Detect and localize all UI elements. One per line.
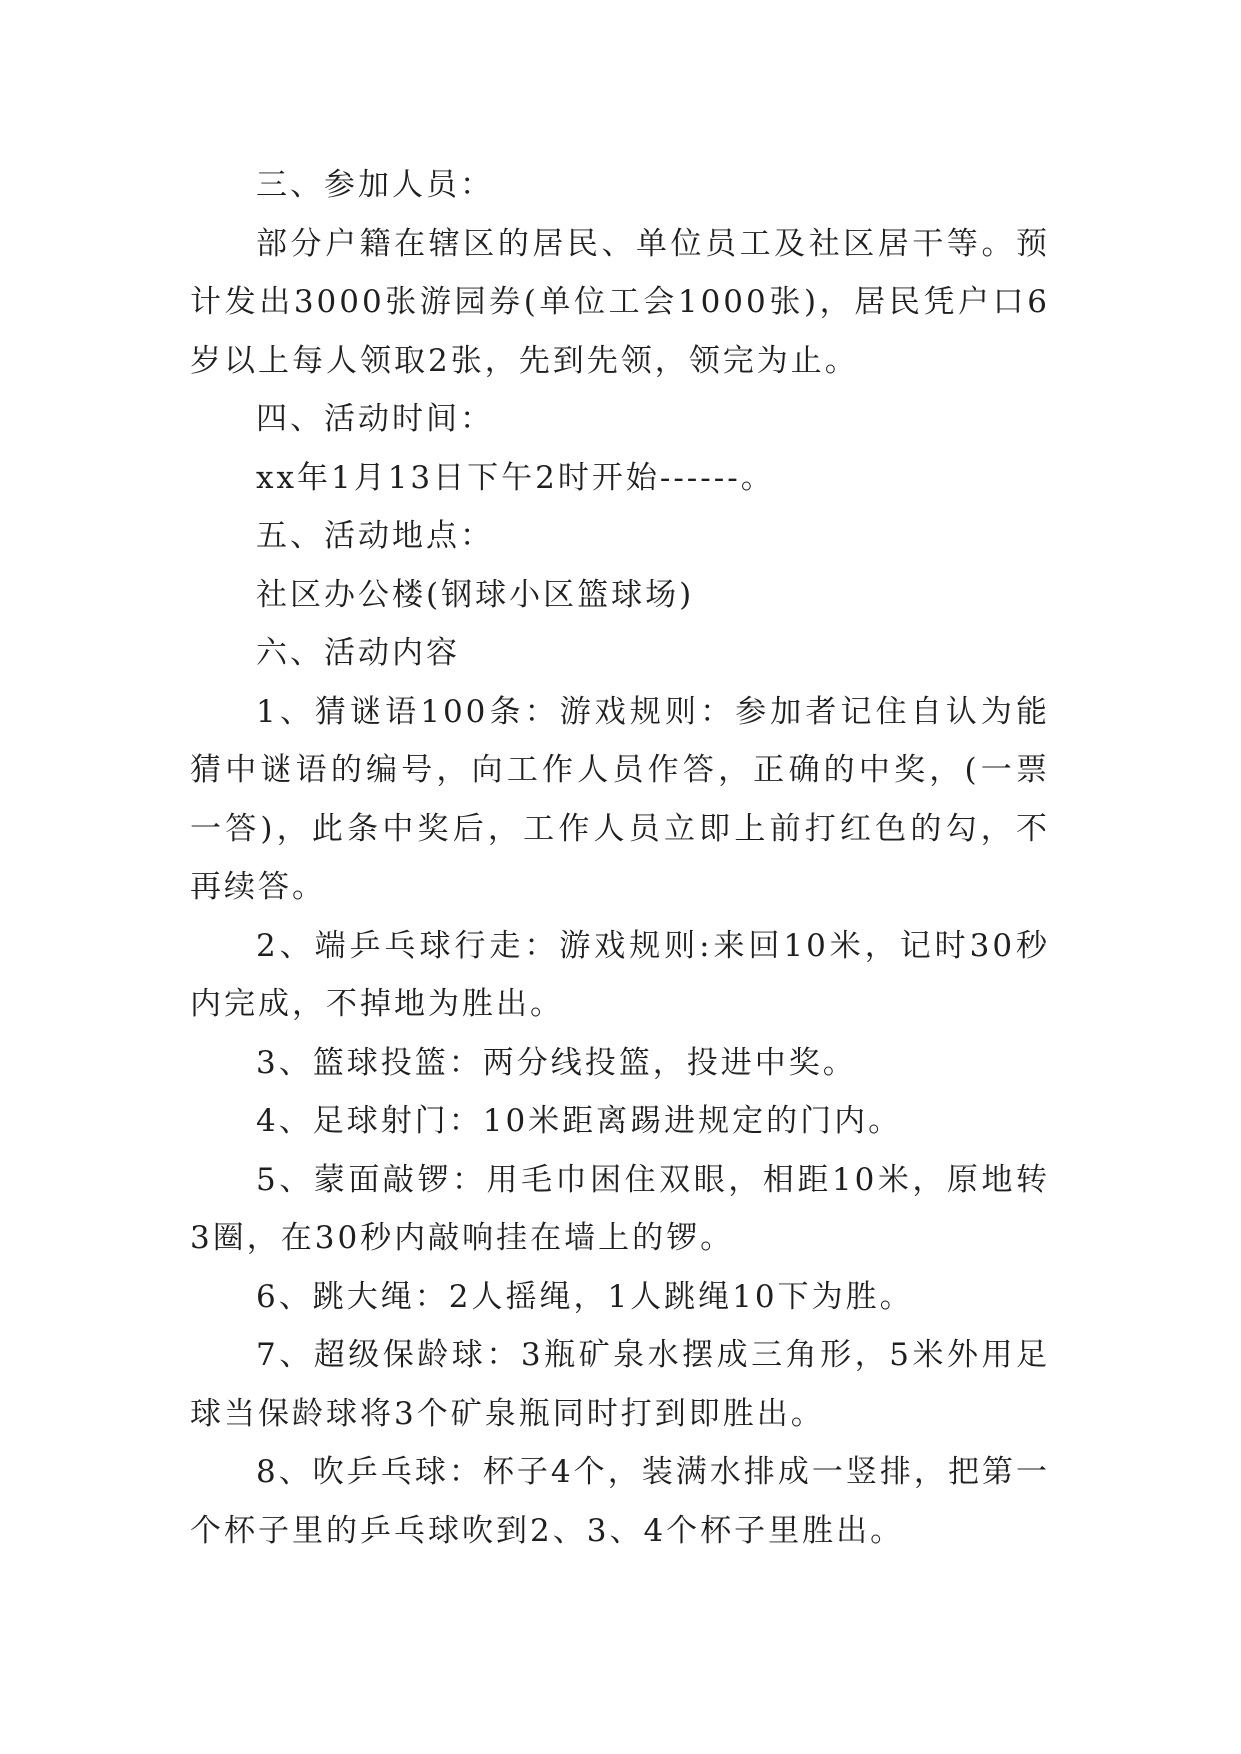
activity-item-basketball: 3、篮球投篮：两分线投篮，投进中奖。 [256, 1044, 857, 1081]
paragraph-time: xx年1月13日下午2时开始------。 [256, 459, 775, 496]
paragraph-location: 社区办公楼(钢球小区篮球场) [256, 576, 695, 613]
activity-item-riddles: 1、猜谜语100条：游戏规则：参加者记住自认为能猜中谜语的编号，向工作人员作答，正确的中奖，(一票一答)，此条中奖后，工作人员立即上前打红色的勾，不再续答。 [190, 693, 1050, 905]
activity-item-blindfold-gong: 5、蒙面敲锣：用毛巾困住双眼，相距10米，原地转3圈，在30秒内敲响挂在墙上的锣。 [190, 1161, 1050, 1256]
activity-item-bowling: 7、超级保龄球：3瓶矿泉水摆成三角形，5米外用足球当保龄球将3个矿泉瓶同时打到即胜出。 [190, 1337, 1050, 1432]
section-heading-time: 四、活动时间： [256, 401, 494, 437]
section-heading-location: 五、活动地点： [256, 518, 494, 554]
activity-item-jump-rope: 6、跳大绳：2人摇绳，1人跳绳10下为胜。 [256, 1278, 914, 1315]
document-body [190, 156, 1050, 1560]
activity-item-blow-pingpong: 8、吹乒乓球：杯子4个，装满水排成一竖排，把第一个杯子里的乒乓球吹到2、3、4个杯子里胜出。 [190, 1454, 1050, 1549]
activity-item-pingpong-walk: 2、端乒乓球行走：游戏规则:来回10米，记时30秒内完成，不掉地为胜出。 [190, 927, 1050, 1022]
section-heading-content: 六、活动内容 [256, 635, 460, 671]
paragraph-participants: 部分户籍在辖区的居民、单位员工及社区居干等。预计发出3000张游园券(单位工会1000张)，居民凭户口6岁以上每人领取2张，先到先领，领完为止。 [190, 225, 1050, 379]
section-heading-participants: 三、参加人员： [256, 167, 494, 203]
activity-item-football: 4、足球射门：10米距离踢进规定的门内。 [256, 1103, 903, 1139]
